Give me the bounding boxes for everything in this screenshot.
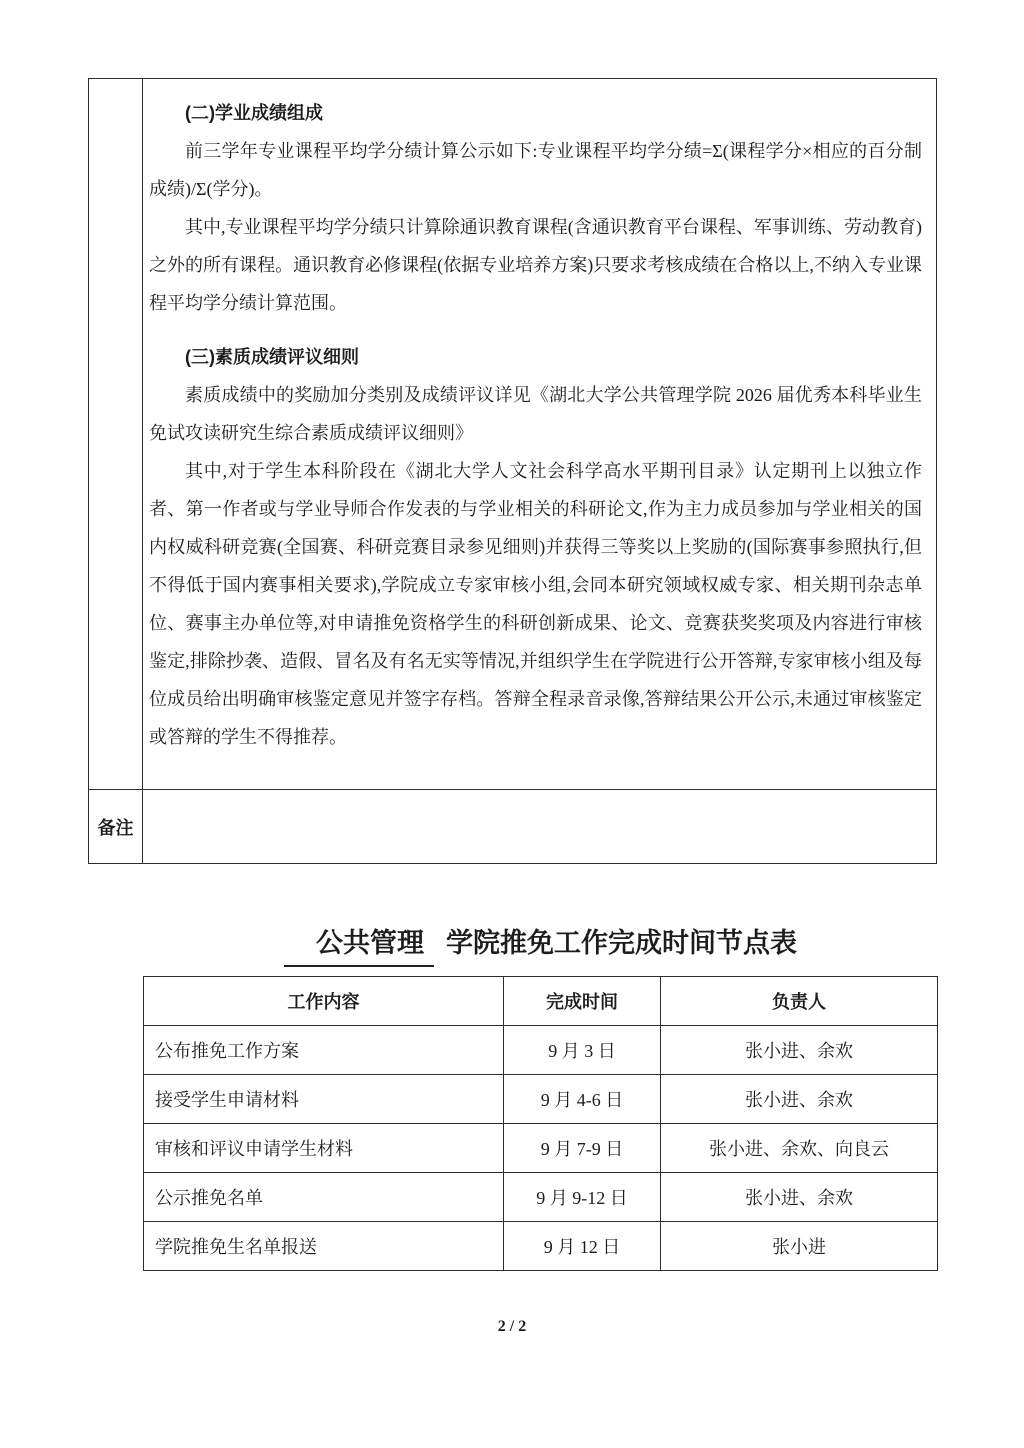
remark-row: [89, 789, 936, 863]
schedule-title-text: 学院推免工作完成时间节点表: [446, 928, 797, 958]
column-header-owner: 负责人: [660, 977, 937, 1025]
schedule-cell-owner: 张小进、余欢: [660, 1172, 937, 1221]
page-number: 2 / 2: [497, 1318, 527, 1335]
remark-label-cell: 备注: [89, 790, 143, 863]
schedule-cell-task: 公布推免工作方案: [144, 1025, 503, 1074]
paragraph-gpa-formula: 前三学年专业课程平均学分绩计算公示如下:专业课程平均学分绩=Σ(课程学分×相应的百分制成绩)/Σ(学分)。: [149, 141, 922, 199]
section-heading-quality-score: (三)素质成绩评议细则: [185, 347, 359, 367]
paragraph-quality-review-process: 其中,对于学生本科阶段在《湖北大学人文社会科学高水平期刊目录》认定期刊上以独立作者、第一作者或与学业导师合作发表的与学业相关的科研论文,作为主力成员参加与学业相关的国内权威科研竞赛(全国赛、科研竞赛目录参见细则)并获得三等奖以上奖励的(国际赛事参照执行,但不得低于国内赛事相关要求),学院成立专家审核小组,会同本研究领域权威专家、相关期刊杂志单位、赛事主办单位等,对申请推免资格学生的科研创新成果、论文、竞赛获奖奖项及内容进行审核鉴定,排除抄袭、造假、冒名及有名无实等情况,并组织学生在学院进行公开答辩,专家审核小组及每位成员给出明确审核鉴定意见并签字存档。答辩全程录音录像,答辩结果公开公示,未通过审核鉴定或答辩的学生不得推荐。: [149, 461, 922, 747]
paragraph-gpa-scope: 其中,专业课程平均学分绩只计算除通识教育课程(含通识教育平台课程、军事训练、劳动教育)之外的所有课程。通识教育必修课程(依据专业培养方案)只要求考核成绩在合格以上,不纳入专业课程平均学分绩计算范围。: [149, 217, 922, 313]
schedule-cell-task: 公示推免名单: [144, 1172, 503, 1221]
criteria-content-row: [89, 79, 936, 789]
criteria-row-label-cell: [89, 79, 143, 789]
criteria-content-cell: [143, 79, 936, 789]
criteria-continuation-table: [88, 78, 937, 864]
paragraph-quality-reference: 素质成绩中的奖励加分类别及成绩评议详见《湖北大学公共管理学院 2026 届优秀本科毕业生免试攻读研究生综合素质成绩评议细则》: [149, 385, 922, 443]
schedule-cell-deadline: 9 月 7-9 日: [503, 1123, 660, 1172]
schedule-cell-owner: 张小进、余欢: [660, 1074, 937, 1123]
schedule-cell-task: 接受学生申请材料: [144, 1074, 503, 1123]
column-header-task: 工作内容: [287, 992, 360, 1012]
schedule-cell-deadline: 9 月 9-12 日: [503, 1172, 660, 1221]
column-header-deadline: 完成时间: [503, 977, 660, 1025]
schedule-cell-deadline: 9 月 12 日: [503, 1221, 660, 1270]
college-name-blank: 公共管理: [284, 922, 434, 967]
section-heading-academic-score: (二)学业成绩组成: [185, 103, 323, 123]
schedule-table: [143, 976, 938, 1271]
schedule-cell-owner: 张小进: [660, 1221, 937, 1270]
schedule-cell-deadline: 9 月 3 日: [503, 1025, 660, 1074]
schedule-cell-task: 审核和评议申请学生材料: [144, 1123, 503, 1172]
schedule-cell-task: 学院推免生名单报送: [144, 1221, 503, 1270]
schedule-title: [143, 922, 938, 967]
remark-value-cell: [143, 790, 936, 863]
schedule-cell-owner: 张小进、余欢、向良云: [660, 1123, 937, 1172]
schedule-cell-owner: 张小进、余欢: [660, 1025, 937, 1074]
schedule-cell-deadline: 9 月 4-6 日: [503, 1074, 660, 1123]
